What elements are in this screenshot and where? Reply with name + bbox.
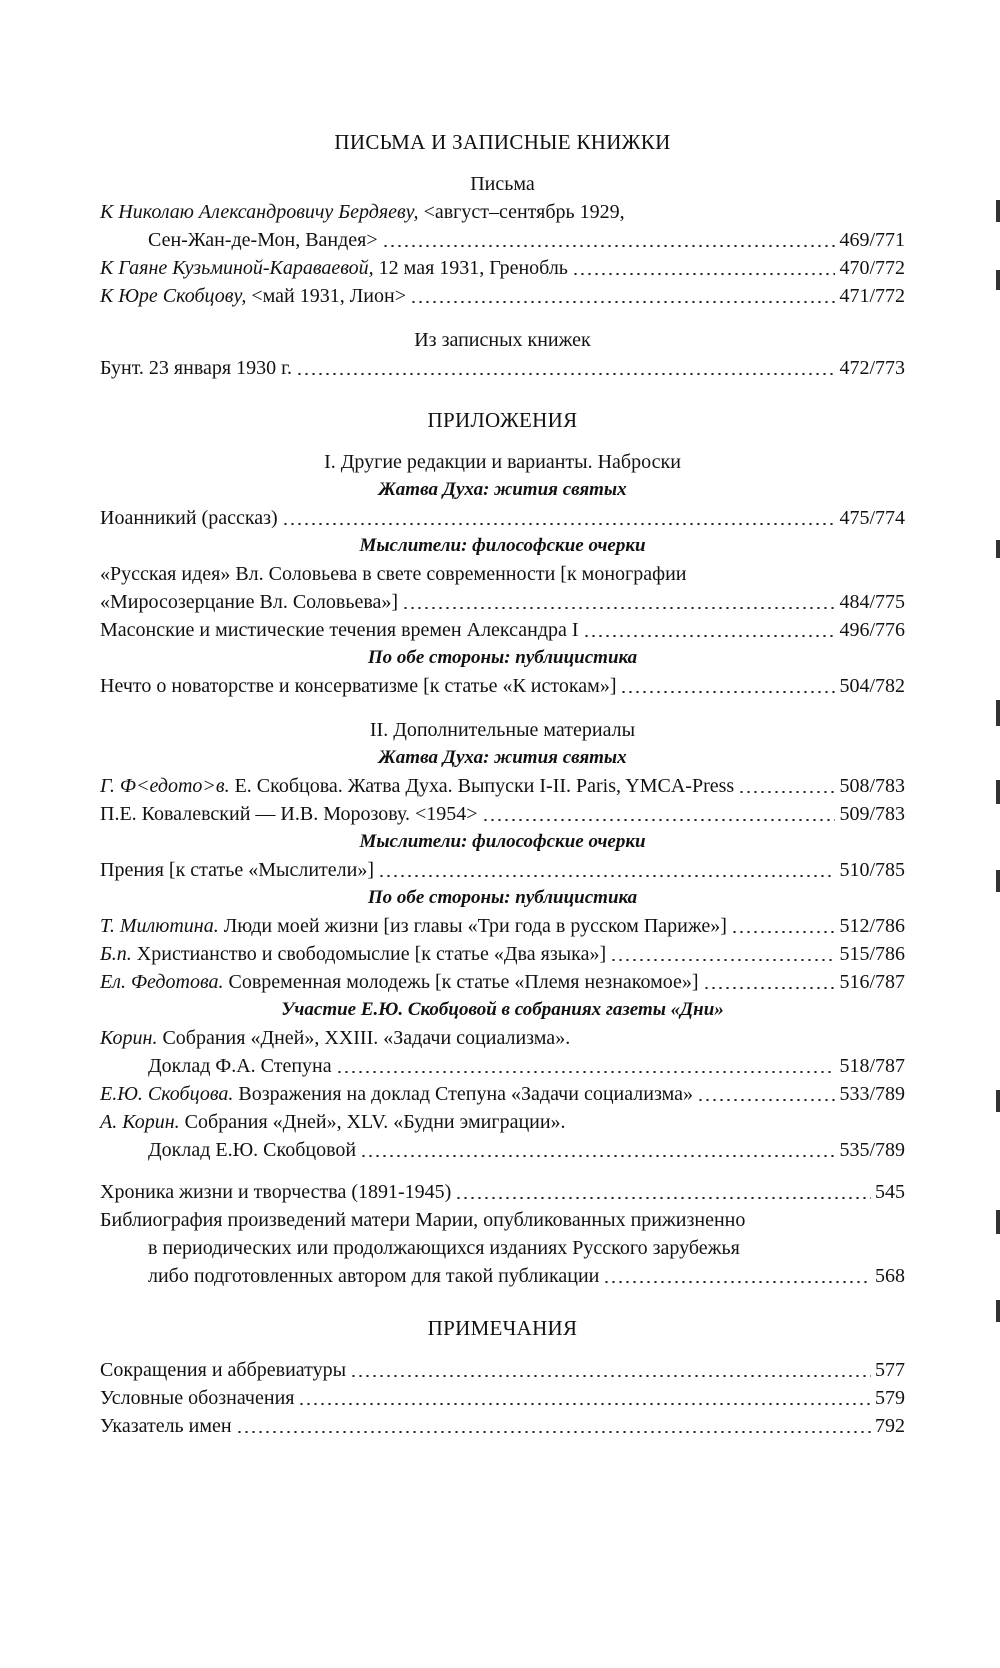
toc-entry xyxy=(100,588,905,616)
entry-page: 508/783 xyxy=(839,775,905,797)
entry-text: Условные обозначения xyxy=(100,1387,295,1409)
toc-entry xyxy=(100,800,905,828)
entry-page: 496/776 xyxy=(839,619,905,641)
entry-author: К Николаю Александровичу Бердяеву, xyxy=(100,201,419,223)
category-heading: Жатва Духа: жития святых xyxy=(378,479,627,500)
leader-dots xyxy=(350,1375,871,1377)
toc-entry xyxy=(100,1052,905,1080)
toc-entry xyxy=(100,856,905,884)
toc-entry xyxy=(100,1234,905,1262)
toc-entry xyxy=(100,672,905,700)
entry-page: 545 xyxy=(875,1181,905,1203)
entry-page: 504/782 xyxy=(839,675,905,697)
entry-text: Хроника жизни и творчества (1891-1945) xyxy=(100,1181,452,1203)
entry-text: либо подготовленных автором для такой публикации xyxy=(148,1265,600,1287)
entry-text: Собрания «Дней», XLV. «Будни эмиграции». xyxy=(179,1111,566,1133)
entry-text: Современная молодежь [к статье «Племя незнакомое»] xyxy=(223,971,699,993)
toc-entry xyxy=(100,1206,905,1234)
entry-text: в периодических или продолжающихся изданиях Русского зарубежья xyxy=(148,1237,740,1259)
section-title-appendix: ПРИЛОЖЕНИЯ xyxy=(427,408,578,432)
leader-dots xyxy=(410,301,835,303)
toc-entry xyxy=(100,354,905,382)
leader-dots xyxy=(610,959,835,961)
entry-page: 484/775 xyxy=(839,591,905,613)
leader-dots xyxy=(731,931,835,933)
entry-page: 568 xyxy=(875,1265,905,1287)
entry-author: Корин. xyxy=(100,1027,158,1049)
toc-entry xyxy=(100,1108,905,1136)
leader-dots xyxy=(620,691,835,693)
entry-page: 579 xyxy=(875,1387,905,1409)
scan-edge-mark xyxy=(996,1300,1000,1322)
entry-author: Т. Милютина. xyxy=(100,915,219,937)
subtitle-appendix-2: II. Дополнительные материалы xyxy=(369,719,636,741)
entry-text: Сен-Жан-де-Мон, Вандея> xyxy=(148,229,378,251)
leader-dots xyxy=(583,635,836,637)
toc-entry xyxy=(100,772,905,800)
entry-page: 535/789 xyxy=(839,1139,905,1161)
leader-dots xyxy=(336,1071,836,1073)
entry-text: 12 мая 1931, Гренобль xyxy=(373,257,568,279)
entry-text: Прения [к статье «Мыслители»] xyxy=(100,859,375,881)
leader-dots xyxy=(378,875,835,877)
leader-dots xyxy=(482,819,836,821)
scan-edge-mark xyxy=(996,870,1000,892)
leader-dots xyxy=(382,245,836,247)
entry-text: П.Е. Ковалевский — И.В. Морозову. <1954> xyxy=(100,803,478,825)
scan-edge-mark xyxy=(996,700,1000,726)
scan-edge-mark xyxy=(996,1210,1000,1234)
entry-text: Сокращения и аббревиатуры xyxy=(100,1359,347,1381)
entry-text: Люди моей жизни [из главы «Три года в русском Париже»] xyxy=(218,915,727,937)
entry-page: 577 xyxy=(875,1359,905,1381)
entry-text: Христианство и свободомыслие [к статье «Два языка»] xyxy=(131,943,607,965)
entry-author: К Гаяне Кузьминой-Караваевой, xyxy=(100,257,374,279)
category-heading: Жатва Духа: жития святых xyxy=(378,747,627,768)
toc-entry xyxy=(100,1024,905,1052)
entry-author: К Юре Скобцову, xyxy=(100,285,247,307)
scan-edge-mark xyxy=(996,200,1000,222)
entry-page: 518/787 xyxy=(839,1055,905,1077)
leader-dots xyxy=(296,373,835,375)
entry-page: 472/773 xyxy=(839,357,905,379)
section-title-notes: ПРИМЕЧАНИЯ xyxy=(427,1316,578,1340)
toc-entry xyxy=(100,560,905,588)
scan-edge-mark xyxy=(996,780,1000,804)
section-title-letters: ПИСЬМА И ЗАПИСНЫЕ КНИЖКИ xyxy=(334,130,671,154)
category-heading: По обе стороны: публицистика xyxy=(367,887,638,908)
toc-entry xyxy=(100,504,905,532)
entry-text: Бунт. 23 января 1930 г. xyxy=(100,357,293,379)
toc-entry xyxy=(100,1356,905,1384)
entry-page: 509/783 xyxy=(839,803,905,825)
entry-page: 515/786 xyxy=(839,943,905,965)
leader-dots xyxy=(738,791,835,793)
entry-page: 533/789 xyxy=(839,1083,905,1105)
toc-entry xyxy=(100,254,905,282)
toc-entry xyxy=(100,198,905,226)
entry-page: 512/786 xyxy=(839,915,905,937)
entry-text: Нечто о новаторстве и консерватизме [к статье «К истокам»] xyxy=(100,675,617,697)
entry-page: 475/774 xyxy=(839,507,905,529)
entry-author: Е.Ю. Скобцова. xyxy=(100,1083,234,1105)
toc-entry xyxy=(100,1412,905,1440)
entry-text: Доклад Е.Ю. Скобцовой xyxy=(148,1139,357,1161)
entry-text: Возражения на доклад Степуна «Задачи социализма» xyxy=(233,1083,693,1105)
toc-entry xyxy=(100,1136,905,1164)
leader-dots xyxy=(703,987,836,989)
subtitle-notebooks: Из записных книжек xyxy=(414,329,591,351)
entry-text: Библиография произведений матери Марии, опубликованных прижизненно xyxy=(100,1209,746,1231)
category-heading: Мыслители: философские очерки xyxy=(359,535,646,556)
entry-author: Б.п. xyxy=(100,943,132,965)
toc-entry xyxy=(100,1080,905,1108)
table-of-contents xyxy=(100,128,905,1440)
leader-dots xyxy=(402,607,835,609)
entry-page: 510/785 xyxy=(839,859,905,881)
toc-entry xyxy=(100,1262,905,1290)
leader-dots xyxy=(236,1431,871,1433)
category-heading: Участие Е.Ю. Скобцовой в собраниях газеты «Дни» xyxy=(281,999,724,1020)
scan-edge-mark xyxy=(996,540,1000,558)
entry-author: Ел. Федотова. xyxy=(100,971,224,993)
leader-dots xyxy=(572,273,836,275)
entry-author: Г. Ф<едото>в. xyxy=(100,775,230,797)
toc-entry xyxy=(100,912,905,940)
toc-entry xyxy=(100,226,905,254)
entry-author: А. Корин. xyxy=(100,1111,180,1133)
entry-text: <май 1931, Лион> xyxy=(246,285,406,307)
toc-entry xyxy=(100,940,905,968)
entry-text: Е. Скобцова. Жатва Духа. Выпуски I-II. Paris, YMCA-Press xyxy=(229,775,735,797)
toc-entry xyxy=(100,1178,905,1206)
entry-text: Указатель имен xyxy=(100,1415,232,1437)
entry-page: 469/771 xyxy=(839,229,905,251)
entry-text: «Русская идея» Вл. Соловьева в свете современности [к монографии xyxy=(100,563,687,585)
toc-entry xyxy=(100,968,905,996)
entry-text: Масонские и мистические течения времен Александра I xyxy=(100,619,579,641)
category-heading: По обе стороны: публицистика xyxy=(367,647,638,668)
entry-page: 516/787 xyxy=(839,971,905,993)
category-heading: Мыслители: философские очерки xyxy=(359,831,646,852)
subtitle-letters: Письма xyxy=(470,173,535,195)
leader-dots xyxy=(282,523,836,525)
leader-dots xyxy=(360,1155,835,1157)
entry-page: 792 xyxy=(875,1415,905,1437)
toc-entry xyxy=(100,1384,905,1412)
entry-text: <август–сентябрь 1929, xyxy=(418,201,625,223)
leader-dots xyxy=(603,1281,871,1283)
entry-text: Иоанникий (рассказ) xyxy=(100,507,278,529)
toc-entry xyxy=(100,282,905,310)
toc-entry xyxy=(100,616,905,644)
leader-dots xyxy=(298,1403,871,1405)
leader-dots xyxy=(697,1099,835,1101)
subtitle-appendix-1: I. Другие редакции и варианты. Наброски xyxy=(324,451,681,473)
entry-text: Доклад Ф.А. Степуна xyxy=(148,1055,332,1077)
entry-page: 470/772 xyxy=(839,257,905,279)
entry-page: 471/772 xyxy=(839,285,905,307)
scan-edge-mark xyxy=(996,270,1000,290)
scan-edge-mark xyxy=(996,1090,1000,1112)
leader-dots xyxy=(455,1197,871,1199)
entry-text: Собрания «Дней», XXIII. «Задачи социализма». xyxy=(157,1027,571,1049)
entry-text: «Миросозерцание Вл. Соловьева»] xyxy=(100,591,399,613)
